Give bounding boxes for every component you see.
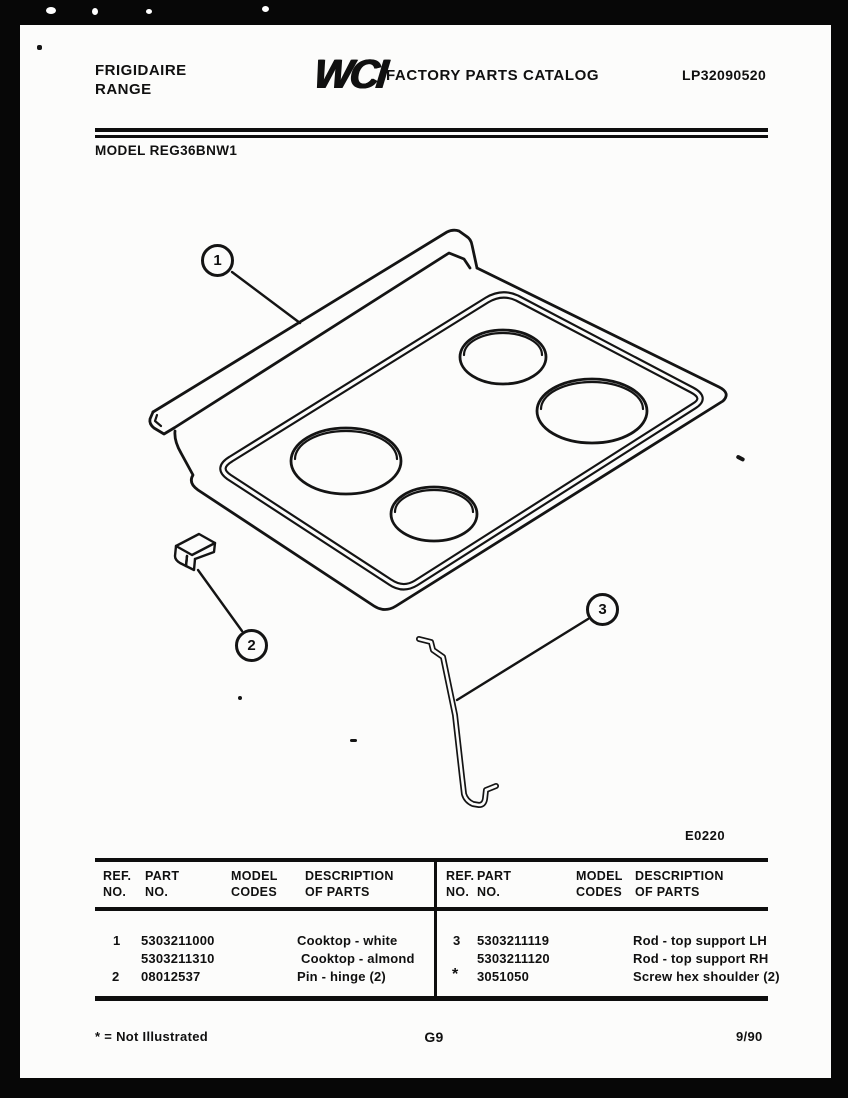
callout-2	[235, 629, 268, 662]
table-cell-desc: Cooktop - white	[297, 933, 398, 948]
table-column-divider	[434, 858, 437, 1001]
burner-hole-rear-left	[460, 330, 546, 384]
table-cell-part: 08012537	[141, 969, 201, 984]
table-rule-header	[95, 907, 768, 911]
figure-code: E0220	[685, 828, 726, 843]
publication-number: LP32090520	[682, 67, 767, 83]
wci-logo: WCI	[311, 51, 388, 97]
scan-speck	[146, 9, 152, 14]
table-cell-ref: 1	[113, 933, 121, 948]
support-rod-outline	[419, 639, 496, 805]
not-illustrated-footnote: * = Not Illustrated	[95, 1029, 208, 1044]
leader-line-2	[198, 570, 242, 631]
callout-1	[201, 244, 234, 277]
table-cell-ref: *	[452, 966, 459, 983]
col-header-model-right: MODEL CODES	[576, 869, 623, 899]
col-header-desc-right: DESCRIPTION OF PARTS	[635, 869, 724, 899]
date-code: 9/90	[736, 1029, 763, 1044]
burner-hole-front-left	[291, 428, 401, 494]
scan-speck	[46, 7, 56, 14]
table-cell-part: 3051050	[477, 969, 530, 984]
scan-speck	[262, 6, 269, 12]
scan-speck	[92, 8, 98, 15]
table-cell-desc: Rod - top support LH	[633, 933, 767, 948]
hinge-pin-part	[175, 534, 215, 570]
cooktop-inner-rim-gap	[223, 295, 700, 587]
page-code: G9	[424, 1029, 444, 1045]
table-cell-desc: Screw hex shoulder (2)	[633, 969, 780, 984]
table-cell-desc: Cooktop - almond	[301, 951, 415, 966]
table-rule-top	[95, 858, 768, 862]
col-header-ref-left: REF. NO.	[103, 869, 132, 899]
callout-3	[586, 593, 619, 626]
table-cell-part: 5303211120	[477, 951, 550, 966]
col-header-desc-left: DESCRIPTION OF PARTS	[305, 869, 394, 899]
table-cell-desc: Pin - hinge (2)	[297, 969, 386, 984]
col-header-part-right: PART NO.	[477, 869, 512, 899]
leader-line-1	[232, 272, 300, 323]
table-cell-part: 5303211310	[141, 951, 215, 966]
backsplash-left-fold-inner	[155, 415, 161, 426]
col-header-model-left: MODEL CODES	[231, 869, 278, 899]
table-rule-bottom	[95, 996, 768, 1001]
catalog-title: FACTORY PARTS CATALOG	[386, 67, 600, 84]
callout-1-label: 1	[213, 252, 222, 269]
table-cell-ref: 2	[112, 969, 120, 984]
backsplash-left-fold	[150, 412, 174, 434]
callout-3-label: 3	[598, 601, 607, 618]
col-header-ref-right: REF. NO.	[446, 869, 475, 899]
callout-2-label: 2	[247, 637, 256, 654]
table-cell-desc: Rod - top support RH	[633, 951, 769, 966]
col-header-part-left: PART NO.	[145, 869, 180, 899]
table-cell-ref: 3	[453, 933, 461, 948]
brand-line1: FRIGIDAIRE	[95, 62, 187, 79]
burner-hole-rear-right	[537, 379, 647, 443]
table-cell-part: 5303211000	[141, 933, 215, 948]
burner-hole-front-right	[391, 487, 477, 541]
leader-line-3	[457, 619, 588, 700]
model-number-line: MODEL REG36BNW1	[95, 143, 238, 158]
catalog-page	[20, 25, 831, 1078]
table-cell-part: 5303211119	[477, 933, 550, 948]
cooktop-inner-rim	[223, 295, 700, 587]
cooktop-exploded-diagram	[20, 25, 831, 1078]
brand-line2: RANGE	[95, 81, 152, 98]
